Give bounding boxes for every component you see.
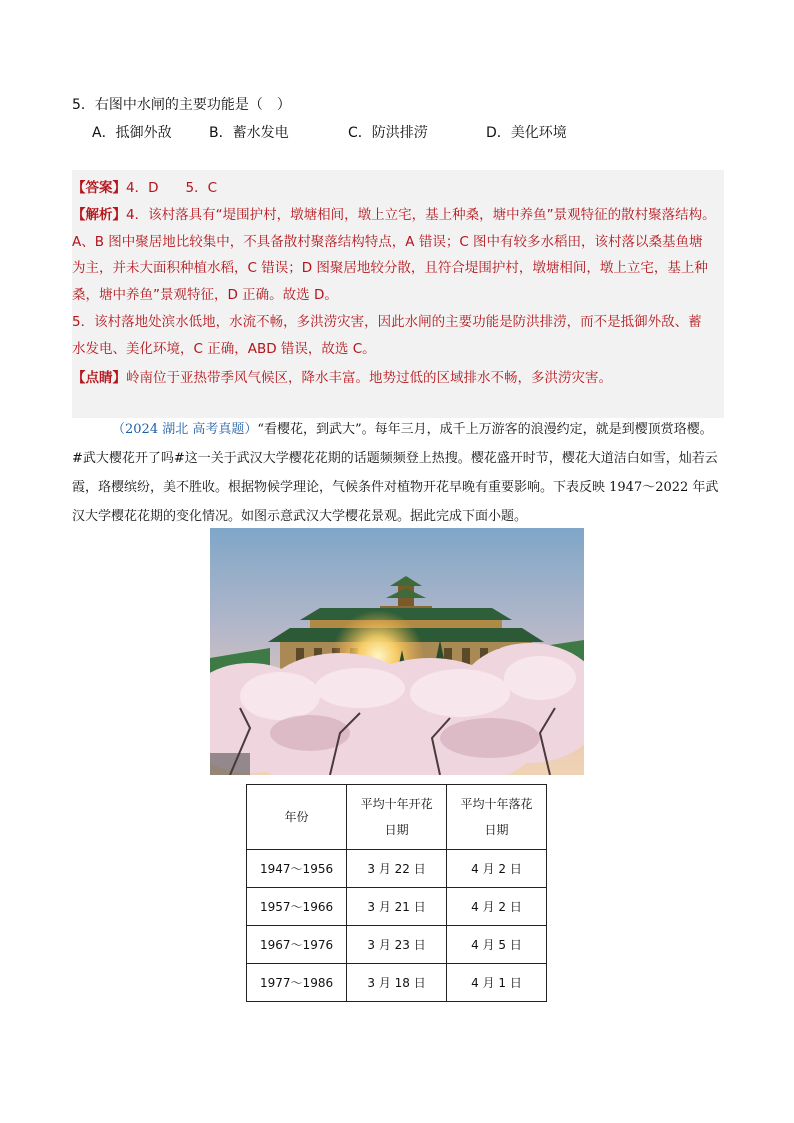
table-row [247, 888, 547, 926]
question-5-options [92, 122, 612, 142]
analysis-line-1 [72, 203, 716, 223]
answer-tag: 【答案】 [72, 180, 126, 196]
table-row [247, 850, 547, 888]
table-row [247, 964, 547, 1002]
cell-year: 1957～1966 [247, 888, 347, 926]
analysis-line-5: 5．该村落地处滨水低地，水流不畅，多洪涝灾害，因此水闸的主要功能是防洪排涝，而不是抵御外敌、蓄 [72, 314, 702, 330]
option-d: D．美化环境 [486, 125, 567, 141]
analysis-text-1: 4．该村落具有“堤围护村，墩塘相间，墩上立宅，基上种桑，塘中养鱼”景观特征的散村聚落结构。 [126, 207, 716, 223]
cell-year: 1977～1986 [247, 964, 347, 1002]
analysis-line-3: 为主，并未大面积种植水稻，C 错误；D 图聚居地较分散，且符合堤围护村，墩塘相间，墩上立宅，基上种 [72, 260, 708, 276]
option-c: C．防洪排涝 [348, 125, 428, 141]
question-5-stem: 5．右图中水闸的主要功能是（ ） [72, 97, 291, 113]
cherry-blossom-photo [210, 528, 584, 775]
cell-fall: 4 月 2 日 [447, 888, 547, 926]
tip-text: 岭南位于亚热带季风气候区，降水丰富。地势过低的区域排水不畅，多洪涝灾害。 [126, 370, 612, 386]
cell-year: 1947～1956 [247, 850, 347, 888]
cell-bloom: 3 月 22 日 [347, 850, 447, 888]
analysis-line-6: 水发电、美化环境，C 正确，ABD 错误，故选 C。 [72, 341, 376, 357]
header-year: 年份 [247, 785, 347, 850]
table-header-row [247, 785, 547, 850]
blossom-date-table [246, 784, 547, 1002]
cell-fall: 4 月 2 日 [447, 850, 547, 888]
analysis-line-4: 桑，塘中养鱼”景观特征，D 正确。故选 D。 [72, 287, 338, 303]
analysis-line-2: A、B 图中聚居地比较集中，不具备散村聚落结构特点，A 错误；C 图中有较多水稻田，该村落以桑基鱼塘 [72, 234, 703, 250]
cell-fall: 4 月 5 日 [447, 926, 547, 964]
cell-bloom: 3 月 23 日 [347, 926, 447, 964]
header-bloom-date: 平均十年开花 日期 [347, 785, 447, 850]
analysis-tag: 【解析】 [72, 207, 126, 223]
option-a: A．抵御外敌 [92, 125, 172, 141]
tip-tag: 【点睛】 [72, 370, 126, 386]
answer-text: 4．D 5．C [126, 180, 217, 196]
option-b: B．蓄水发电 [209, 125, 289, 141]
question-passage [72, 415, 722, 531]
cell-bloom: 3 月 18 日 [347, 964, 447, 1002]
cell-year: 1967～1976 [247, 926, 347, 964]
cell-bloom: 3 月 21 日 [347, 888, 447, 926]
cell-fall: 4 月 1 日 [447, 964, 547, 1002]
table-row [247, 926, 547, 964]
header-fall-date: 平均十年落花 日期 [447, 785, 547, 850]
passage-text: “看樱花，到武大”。每年三月，成千上万游客的浪漫约定，就是到樱顶赏珞樱。#武大樱花开了吗#这一关于武汉大学樱花花期的话题频频登上热搜。樱花盛开时节，樱花大道洁白如雪，灿若云霞，珞樱缤纷，美不胜收。根据物候学理论，气候条件对植物开花早晚有重要影响。下表反映 1947～2022 年武汉大学樱花花期的变化情况。如图示意武汉大学樱花景观。据此完成下面小题。 [72, 422, 719, 524]
tip-line [72, 366, 612, 386]
answer-analysis-box [72, 170, 724, 418]
passage-source: （2024 湖北 高考真题） [112, 422, 258, 437]
answer-line [72, 176, 217, 196]
